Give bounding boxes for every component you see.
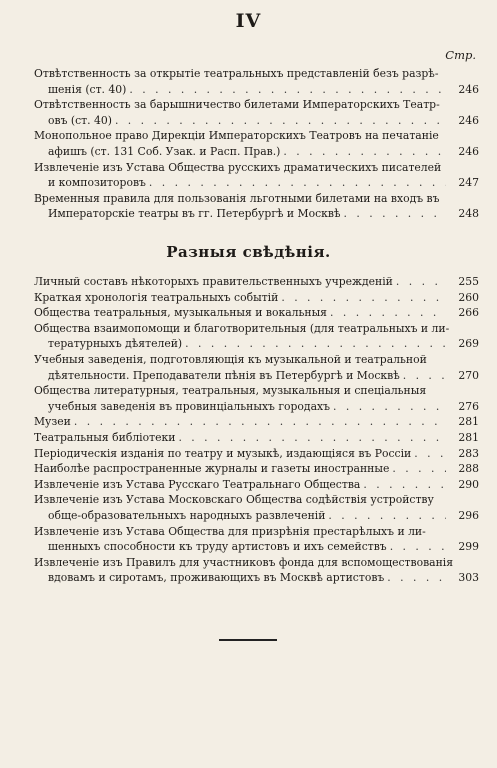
leader-dots bbox=[328, 508, 446, 524]
section-heading: Разныя свѣдѣнія. bbox=[166, 243, 331, 261]
toc-entry-title-line1: Временныя правила для пользованія льготными билетами на входъ въ bbox=[34, 191, 440, 205]
toc-entry-title: вдовамъ и сиротамъ, проживающихъ въ Москвѣ артистовъ bbox=[48, 571, 385, 585]
leader-dots bbox=[129, 82, 446, 98]
toc-entry-title-line1: Извлеченіе изъ Правилъ для участниковъ фонда для вспомоществованія bbox=[34, 555, 454, 569]
toc-entry-title: овъ (ст. 40) bbox=[48, 113, 112, 127]
toc-entry bbox=[34, 305, 479, 321]
toc-entry bbox=[34, 461, 479, 477]
toc-entry bbox=[34, 446, 479, 462]
toc-entry bbox=[34, 492, 479, 523]
toc-entry-title: Извлеченіе изъ Устава Русскаго Театральнаго Общества bbox=[34, 477, 361, 491]
toc-entry-page: 276 bbox=[458, 399, 479, 413]
toc-entry bbox=[34, 555, 479, 586]
toc-entry-page: 260 bbox=[458, 290, 479, 304]
toc-entry-page: 281 bbox=[458, 430, 479, 444]
toc-entry-page: 247 bbox=[458, 176, 479, 190]
leader-dots bbox=[414, 446, 446, 462]
toc-entry-page: 255 bbox=[458, 275, 479, 288]
page-number: IV bbox=[235, 10, 262, 32]
toc-entry-title: Личный составъ нѣкоторыхъ правительственныхъ учрежденій bbox=[34, 275, 393, 288]
toc-entry bbox=[34, 274, 479, 290]
toc-entry-title: Музеи bbox=[34, 415, 71, 429]
toc-entry-page: 288 bbox=[458, 462, 479, 476]
toc-entry-title: учебныя заведенія въ провинціальныхъ городахъ bbox=[48, 399, 330, 413]
toc-entry bbox=[34, 352, 479, 383]
toc-entry-page: 299 bbox=[458, 540, 479, 554]
leader-dots bbox=[343, 206, 446, 222]
toc-entry-title-line1: Отвѣтственность за барышничество билетами Императорскихъ Театр- bbox=[34, 98, 440, 112]
leader-dots bbox=[363, 477, 446, 493]
toc-entry bbox=[34, 524, 479, 555]
toc-entry-title: афишъ (ст. 131 Соб. Узак. и Расп. Прав.) bbox=[48, 144, 281, 158]
toc-entry bbox=[34, 477, 479, 493]
leader-dots bbox=[392, 461, 446, 477]
leader-dots bbox=[387, 570, 446, 586]
leader-dots bbox=[115, 113, 446, 129]
leader-dots bbox=[185, 336, 446, 352]
toc-entry-page: 283 bbox=[458, 446, 479, 460]
toc-entry-title-line1: Извлеченіе изъ Устава Общества русскихъ драматическихъ писателей bbox=[34, 160, 442, 174]
leader-dots bbox=[333, 399, 446, 415]
leader-dots bbox=[149, 175, 446, 191]
leader-dots bbox=[330, 305, 446, 321]
toc-entry-page: 269 bbox=[458, 337, 479, 351]
toc-entry-title-line1: Извлеченіе изъ Устава Общества для призрѣнія престарѣлыхъ и ли- bbox=[34, 524, 426, 538]
toc-entry-title-line1: Общества литературныя, театральныя, музыкальныя и спеціальныя bbox=[34, 384, 427, 398]
toc-entry-title-line1: Отвѣтственность за открытіе театральныхъ представленій безъ разрѣ- bbox=[34, 67, 439, 80]
toc-entry-title: Императорскіе театры въ гг. Петербургѣ и Москвѣ bbox=[48, 207, 341, 221]
leader-dots bbox=[281, 290, 446, 306]
leader-dots bbox=[403, 368, 446, 384]
toc-entry-title: шенія (ст. 40) bbox=[48, 82, 127, 96]
toc-entry-page: 266 bbox=[458, 306, 479, 320]
toc-entry-title: Театральныя библіотеки bbox=[34, 430, 176, 444]
toc-entry-title: Общества театральныя, музыкальныя и вокальныя bbox=[34, 306, 327, 320]
toc-entry-title: Краткая хронологія театральныхъ событій bbox=[34, 290, 279, 304]
leader-dots bbox=[390, 539, 446, 555]
toc-entry-page: 270 bbox=[458, 368, 479, 382]
toc-entry-page: 246 bbox=[458, 82, 479, 96]
leader-dots bbox=[178, 430, 446, 446]
toc-entry-page: 303 bbox=[458, 571, 479, 585]
toc-entry-title-line1: Извлеченіе изъ Устава Московскаго Общества содѣйствія устройству bbox=[34, 493, 434, 507]
toc-entry-title-line1: Общества взаимопомощи и благотворительныя (для театральныхъ и ли- bbox=[34, 321, 450, 335]
toc-entry-title-line1: Монопольное право Дирекціи Императорскихъ Театровъ на печатаніе bbox=[34, 129, 439, 143]
toc-entry-title: обще-образовательныхъ народныхъ развлеченій bbox=[48, 508, 326, 522]
toc-entry-page: 248 bbox=[458, 207, 479, 221]
toc-entry-page: 246 bbox=[458, 113, 479, 127]
toc-entry-title: дѣятельности. Преподаватели пѣнія въ Петербургѣ и Москвѣ bbox=[48, 368, 400, 382]
toc-entry-title: шенныхъ способности къ труду артистовъ и ихъ семействъ bbox=[48, 540, 387, 554]
toc-entry bbox=[34, 414, 479, 430]
toc-entry-page: 246 bbox=[458, 144, 479, 158]
toc-entry bbox=[34, 97, 479, 128]
toc-entry-title: Наиболѣе распространенные журналы и газеты иностранные bbox=[34, 462, 390, 476]
toc-entry bbox=[34, 290, 479, 306]
toc-entry bbox=[34, 430, 479, 446]
toc-list-laws bbox=[34, 66, 479, 222]
toc-entry bbox=[34, 321, 479, 352]
toc-entry bbox=[34, 160, 479, 191]
toc-entry bbox=[34, 128, 479, 159]
toc-entry-title-line1: Учебныя заведенія, подготовляющія къ музыкальной и театральной bbox=[34, 352, 427, 366]
toc-entry bbox=[34, 383, 479, 414]
leader-dots bbox=[283, 144, 446, 160]
toc-entry-title: и композиторовъ bbox=[48, 176, 146, 190]
toc-entry bbox=[34, 191, 479, 222]
leader-dots bbox=[74, 414, 446, 430]
toc-entry-title: тературныхъ дѣятелей) bbox=[48, 337, 183, 351]
toc-entry-title: Періодическія изданія по театру и музыкѣ, издающіяся въ Россіи bbox=[34, 446, 412, 460]
leader-dots bbox=[396, 274, 446, 290]
toc-list-miscellaneous bbox=[34, 274, 479, 586]
toc-entry-page: 296 bbox=[458, 508, 479, 522]
column-header-page: Стр. bbox=[445, 48, 476, 62]
toc-entry-page: 281 bbox=[458, 415, 479, 429]
toc-entry bbox=[34, 66, 479, 97]
closing-rule bbox=[219, 639, 277, 641]
toc-entry-page: 290 bbox=[458, 477, 479, 491]
